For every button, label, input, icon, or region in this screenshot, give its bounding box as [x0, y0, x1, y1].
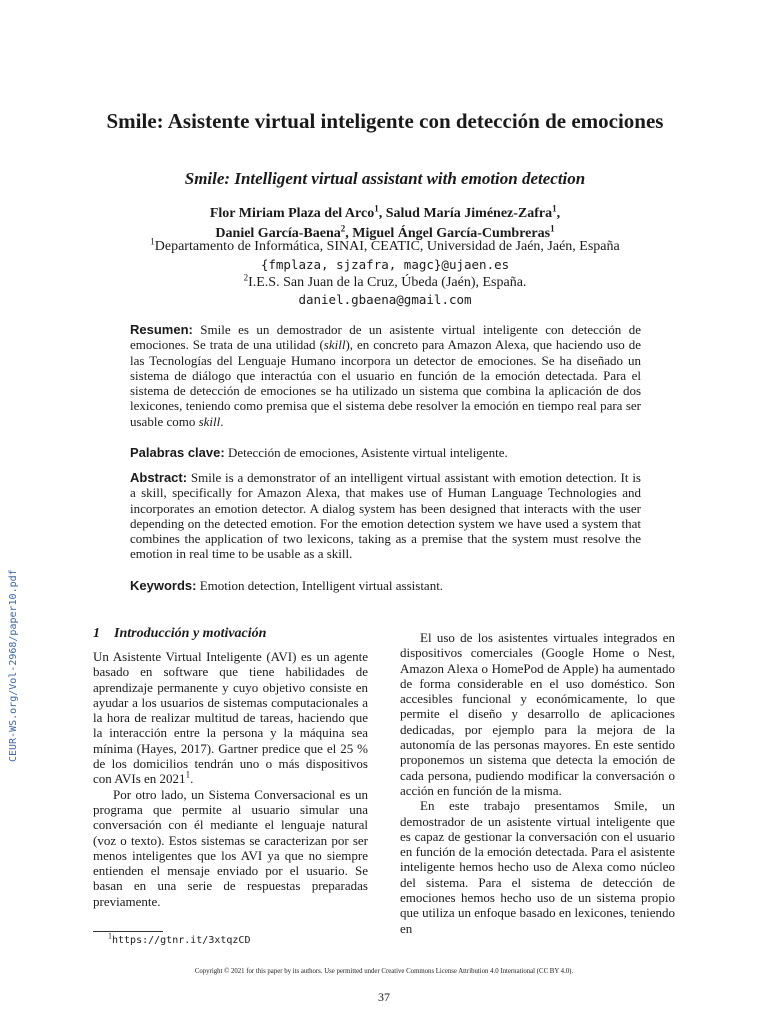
footnote: $^1$https://gtnr.it/3xtqzCD	[108, 931, 251, 946]
right-column	[400, 630, 675, 936]
footnote-marker[interactable]: 1	[185, 770, 191, 781]
abstract-block: Abstract: Smile is a demonstrator of an intelligent virtual assistant with emotion detection. It is a skill, specifically for Amazon Alexa, that makes use of Human Language Technologies and incorporates an emotion detector. A dialog system has been designed that interacts with the user depending on the detected emotion. For the emotion detection system we have used a system that combines the application of two lexicons, taking as a premise that the system must resolve the emotion in real time to be usable as a skill.	[130, 470, 641, 562]
affiliation-2-email: daniel.gbaena@gmail.com	[298, 292, 472, 307]
paper-subtitle: Smile: Intelligent virtual assistant with emotion detection	[184, 169, 586, 188]
copyright-notice: Copyright © 2021 for this paper by its authors. Use permitted under Creative Commons License Attribution 4.0 International (CC BY 4.0).	[194, 968, 574, 975]
author-list: Flor Miriam Plaza del Arco$^1$, Salud María Jiménez-Zafra$^1$, Daniel García-Baena$^2$, Miguel Ángel García-Cumbreras$^1$	[209, 203, 561, 241]
affiliation-2: $^2$I.E.S. San Juan de la Cruz, Úbeda (Jaén), España.	[243, 272, 527, 290]
side-url-link[interactable]: CEUR-WS.org/Vol-2968/paper10.pdf	[8, 569, 19, 762]
abstract-label: Abstract:	[130, 470, 188, 485]
author-name: Salud María Jiménez-Zafra	[385, 206, 553, 221]
palabras-clave: Palabras clave: Detección de emociones, Asistente virtual inteligente.	[130, 445, 508, 460]
author-name: Daniel García-Baena	[215, 226, 341, 241]
keywords: Keywords: Emotion detection, Intelligent virtual assistant.	[130, 578, 444, 593]
keywords-label: Keywords:	[130, 578, 197, 593]
section-heading: 1 Introducción y motivación	[93, 626, 267, 641]
resumen-block: Resumen: Smile es un demostrador de un asistente virtual inteligente con detección de emociones. Se trata de una utilidad (skill), en concreto para Amazon Alexa, que haciendo uso de las Tecnologías del Lenguaje Humano incorpora un detector de emociones. Se ha diseñado un sistema de diálogo que interactúa con el usuario en función de la emoción detectada. Para el sistema de detección de emociones se ha utilizado un sistema que combina la aplicación de dos lexicones, teniendo como premisa que el sistema debe resolver la emoción en tiempo real para ser usable como skill.	[130, 322, 641, 429]
paragraph: Por otro lado, un Sistema Conversacional es un programa que permite al usuario simular una conversación con él mediante el lenguaje natural (voz o texto). Estos sistemas se caracterizan por ser menos inteligentes que los AVI ya que no siempre entienden el mensaje enviado por el usuario. Se basan en una serie de respuestas preparadas previamente.	[93, 786, 368, 909]
resumen-label: Resumen:	[130, 322, 193, 337]
author-name: Miguel Ángel García-Cumbreras	[352, 226, 551, 241]
left-column	[93, 649, 368, 909]
paragraph: En este trabajo presentamos Smile, un demostrador de un asistente virtual inteligente que es capaz de gestionar la conversación con el usuario en función de la emoción detectada. Para el asistente inteligente hemos hecho uso de Alexa como núcleo del sistema. Para el sistema de detección de emociones hemos hecho uso de un sistema propio que utiliza un enfoque basado en lexicones, teniendo en	[400, 798, 675, 936]
footnote-link[interactable]: https://gtnr.it/3xtqzCD	[112, 935, 251, 946]
author-name: Flor Miriam Plaza del Arco	[209, 206, 375, 221]
affiliation-1: $^1$Departamento de Informática, SINAI, CEATIC, Universidad de Jaén, Jaén, España	[150, 236, 620, 254]
footnote-rule	[93, 931, 163, 932]
affiliation-1-email: {fmplaza, sjzafra, magc}@ujaen.es	[260, 257, 510, 272]
paper-title: Smile: Asistente virtual inteligente con detección de emociones	[106, 109, 664, 133]
paragraph: Un Asistente Virtual Inteligente (AVI) es un agente basado en software que tiene habilidades de aprendizaje permanente y cuyo objetivo consiste en ayudar a los usuarios de sistemas computacionales a la hora de realizar multitud de tareas, haciendo que la interacción entre la persona y la máquina sea mínima (Hayes, 2017). Gartner predice que el 25 % de los domicilios tendrán uno o más dispositivos con AVIs en 2021$^1$.	[93, 649, 368, 787]
palabras-clave-label: Palabras clave:	[130, 445, 225, 460]
page-number: 37	[378, 990, 390, 1004]
paragraph: El uso de los asistentes virtuales integrados en dispositivos comerciales (Google Home o Nest, Amazon Alexa o HomePod de Apple) ha aumentado de forma considerable en el uso doméstico. Son accesibles funcional y económicamente, lo que permite el diseño y desarrollo de aplicaciones dedicadas, por ejemplo para la mejora de la autonomía de las personas mayores. En este sentido proponemos un sistema que detecta la emoción de cada persona, pudiendo modificar la conversación o acción en función de la misma.	[400, 630, 675, 798]
